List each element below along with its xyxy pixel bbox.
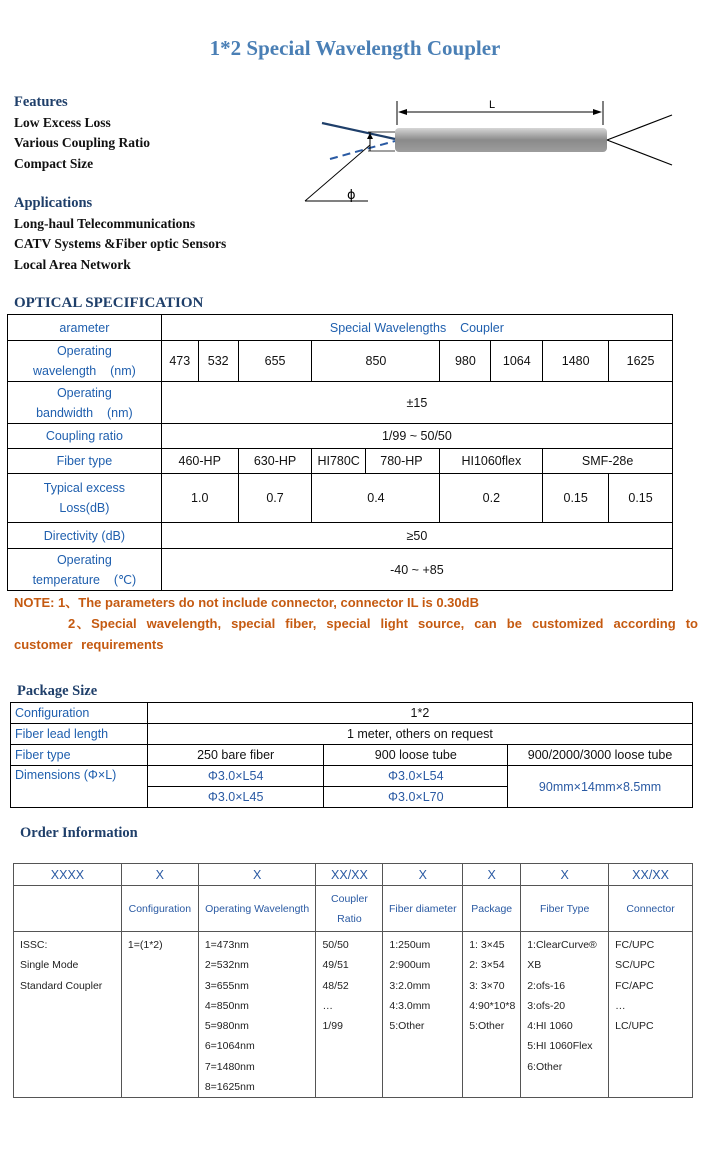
directivity-label: Directivity (dB) [8, 523, 162, 549]
wavelength-cell: 473 [161, 341, 198, 382]
list-item: 1: 3×45 [469, 939, 505, 951]
code-cell: X [198, 864, 316, 886]
loss-label: Typical excess Loss(dB) [8, 474, 162, 523]
list-item: 5=980nm [204, 1020, 249, 1033]
features-heading: Features [14, 94, 68, 110]
list-item: 1:ClearCurve® [527, 939, 597, 951]
list-item: SC/UPC [615, 959, 655, 972]
package-fiber-label: Fiber type [11, 745, 148, 766]
order-col [14, 932, 122, 1098]
list-item: 49/51 [322, 959, 349, 972]
note-2: 2、Special wavelength, special fiber, special light source, can be customized according to customer requirements [14, 616, 698, 652]
code-cell: X [463, 864, 521, 886]
wavelength-cell: 655 [238, 341, 312, 382]
temperature-value: -40 ~ +85 [161, 549, 672, 591]
wavelength-cell: 980 [440, 341, 491, 382]
bandwidth-value: ±15 [161, 382, 672, 424]
coupler-tube [395, 128, 607, 152]
fiber-label: Fiber type [8, 449, 162, 474]
coupling-value: 1/99 ~ 50/50 [161, 424, 672, 449]
order-header-cell: Fiber Type [521, 886, 609, 932]
list-item: 2:ofs-16 [527, 979, 566, 992]
list-item: 1=(1*2) [127, 939, 163, 951]
list-item: 4=850nm [204, 999, 249, 1012]
list-item: FC/APC [615, 979, 654, 992]
order-header-cell: Package [463, 886, 521, 932]
fiber-cell: HI1060flex [440, 449, 543, 474]
length-label: L [489, 99, 496, 111]
order-col [121, 932, 198, 1098]
order-col [316, 932, 383, 1098]
feature-item: Compact Size [14, 155, 94, 171]
config-value: 1*2 [147, 703, 692, 724]
code-cell: X [383, 864, 463, 886]
list-item: 5:Other [469, 1020, 505, 1033]
fiber-cell: 460-HP [161, 449, 238, 474]
package-table [10, 702, 693, 808]
coupling-label: Coupling ratio [8, 424, 162, 449]
list-item: 2=532nm [204, 959, 249, 972]
optical-spec-heading: OPTICAL SPECIFICATION [14, 295, 204, 311]
package-heading: Package Size [17, 683, 98, 699]
application-item: Long-haul Telecommunications [14, 215, 196, 231]
code-cell: X [521, 864, 609, 886]
list-item: 7=1480nm [204, 1060, 255, 1073]
list-item: Single Mode [20, 959, 79, 972]
code-cell: XXXX [14, 864, 122, 886]
coupler-diagram [300, 95, 680, 210]
list-item: 5:HI 1060Flex [527, 1040, 593, 1053]
order-header-cell: Operating Wavelength [198, 886, 316, 932]
list-item: LC/UPC [615, 1020, 654, 1033]
wavelength-cell: 850 [312, 341, 440, 382]
order-col [521, 932, 609, 1098]
application-item: Local Area Network [14, 256, 131, 272]
optical-spec-table [7, 314, 673, 591]
loss-cell: 0.7 [238, 474, 312, 523]
order-col [463, 932, 521, 1098]
applications-heading: Applications [14, 195, 93, 211]
lead-value: 1 meter, others on request [147, 724, 692, 745]
config-label: Configuration [11, 703, 148, 724]
dimension-cell: Φ3.0×L45 [147, 787, 324, 808]
dimension-box-cell: 90mm×14mm×8.5mm [508, 766, 693, 808]
list-item: 2:900um [389, 959, 431, 972]
wavelength-cell: 532 [198, 341, 238, 382]
loss-cell: 0.2 [440, 474, 543, 523]
order-header-cell: Coupler Ratio [316, 886, 383, 932]
list-item: 5:Other [389, 1020, 425, 1033]
list-item: ISSC: [20, 939, 48, 951]
fiber-type-cell: 900/2000/3000 loose tube [508, 745, 693, 766]
loss-cell: 0.15 [609, 474, 673, 523]
order-col [198, 932, 316, 1098]
list-item: 48/52 [322, 979, 349, 992]
wavelength-cell: 1480 [543, 341, 609, 382]
list-item: 2: 3×54 [469, 959, 505, 972]
applications-section [14, 193, 226, 275]
param-header: arameter [8, 315, 162, 341]
list-item: FC/UPC [615, 939, 655, 951]
loss-cell: 0.15 [543, 474, 609, 523]
list-item: 4:HI 1060 [527, 1020, 573, 1033]
list-item: 8=1625nm [204, 1081, 255, 1094]
code-cell: XX/XX [609, 864, 693, 886]
list-item: 6=1064nm [204, 1040, 255, 1053]
page-title: 1*2 Special Wavelength Coupler [209, 36, 501, 60]
fiber-cell: 780-HP [380, 454, 423, 468]
list-item: XB [527, 959, 542, 972]
list-item: 3=655nm [204, 979, 249, 992]
wavelength-cell: 1625 [609, 341, 673, 382]
list-item: 3: 3×70 [469, 979, 505, 992]
list-item: 1=473nm [204, 939, 249, 951]
list-item: 3:2.0mm [389, 979, 431, 992]
order-header-cell: Connector [609, 886, 693, 932]
notes [14, 592, 698, 655]
feature-item: Low Excess Loss [14, 114, 111, 130]
list-item: 4:3.0mm [389, 999, 431, 1012]
bandwidth-label: Operating bandwidth (nm) [8, 382, 162, 424]
list-item: 1/99 [322, 1020, 343, 1033]
application-item: CATV Systems &Fiber optic Sensors [14, 236, 227, 251]
loss-cell: 0.4 [312, 474, 440, 523]
order-table [13, 863, 693, 1098]
fiber-cell: 630-HP [238, 449, 312, 474]
loss-cell: 1.0 [161, 474, 238, 523]
diameter-label: ϕ [347, 188, 356, 203]
code-cell: X [121, 864, 198, 886]
order-heading: Order Information [20, 825, 138, 841]
wavelength-cell: 1064 [491, 341, 543, 382]
order-col [383, 932, 463, 1098]
feature-item: Various Coupling Ratio [14, 135, 151, 150]
list-item: 4:90*10*8 [469, 999, 516, 1012]
fiber-cell: SMF-28e [543, 449, 673, 474]
fiber-cell: HI780C [317, 449, 366, 473]
value-header: Special Wavelengths Coupler [161, 315, 672, 341]
list-item: 1:250um [389, 939, 431, 951]
code-cell: XX/XX [316, 864, 383, 886]
list-item: 6:Other [527, 1060, 563, 1073]
dimensions-label: Dimensions (Φ×L) [11, 766, 148, 808]
temperature-label: Operating temperature (℃) [8, 549, 162, 591]
fiber-type-cell: 250 bare fiber [147, 745, 324, 766]
list-item: … [615, 999, 626, 1012]
fiber-pair-cell [312, 449, 440, 474]
fiber-type-cell: 900 loose tube [324, 745, 508, 766]
wavelength-label: Operating wavelength (nm) [8, 341, 162, 382]
order-col [609, 932, 693, 1098]
list-item: 3:ofs-20 [527, 999, 566, 1012]
order-header-cell: Fiber diameter [383, 886, 463, 932]
directivity-value: ≥50 [161, 523, 672, 549]
list-item: … [322, 999, 333, 1012]
dimension-cell: Φ3.0×L54 [147, 766, 324, 787]
lead-label: Fiber lead length [11, 724, 148, 745]
dimension-cell: Φ3.0×L70 [324, 787, 508, 808]
note-1: NOTE: 1、The parameters do not include connector, connector IL is 0.30dB [14, 595, 479, 610]
features-section [14, 92, 150, 174]
list-item: 50/50 [322, 939, 349, 951]
dimension-cell: Φ3.0×L54 [324, 766, 508, 787]
order-header-cell: Configuration [121, 886, 198, 932]
order-header-cell [14, 886, 122, 932]
list-item: Standard Coupler [20, 979, 103, 992]
